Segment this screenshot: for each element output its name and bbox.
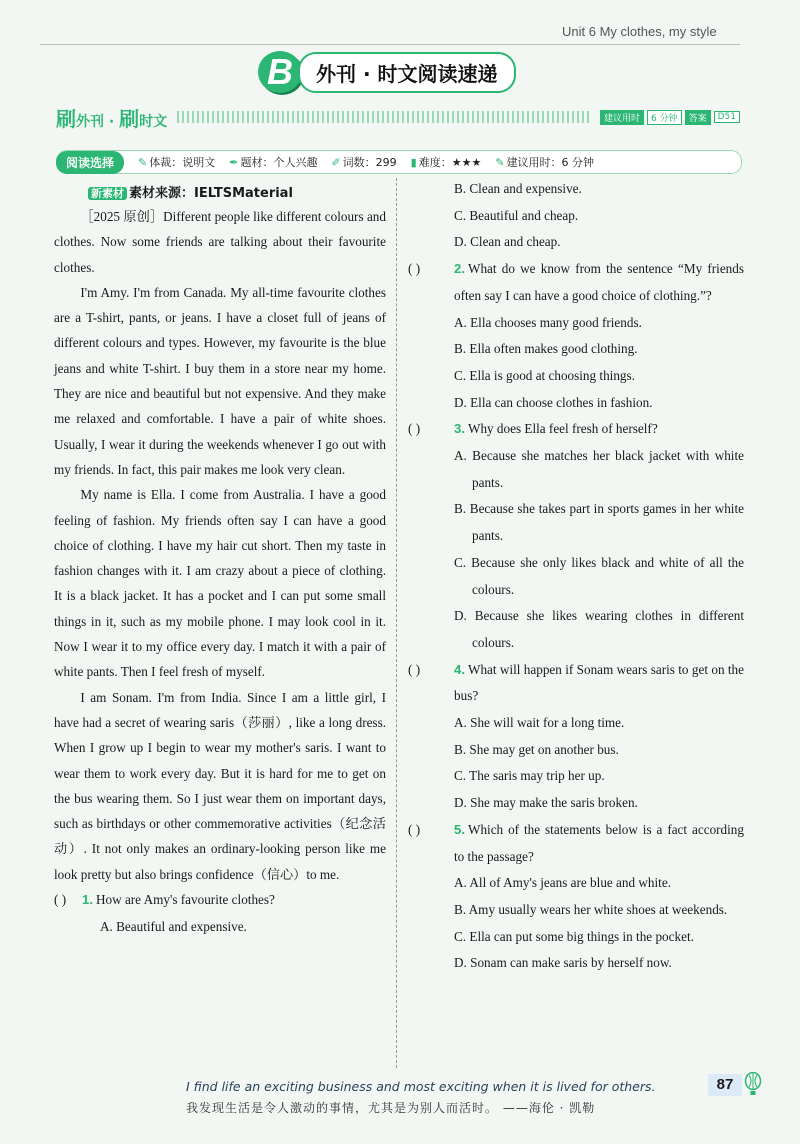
brand-char-1: 刷 bbox=[56, 106, 76, 131]
passage-paragraph: My name is Ella. I come from Australia. I have a good feeling of fashion. My friends often say I can have a good choice of clothing. I have my hair cut short. Then my taste in fashion changes with it. I am crazy about a piece of clothing. It is a black jacket. It has a pocket and I can put some small things in it, such as my mobile phone. I may look cool in it. Now I wear it to my office every day. I match it with a pair of white pants. Then I feel fresh of myself. bbox=[54, 487, 386, 680]
question-4 bbox=[408, 657, 744, 817]
footer-quote-cn: 我发现生活是令人激动的事情，尤其是为别人而活时。 ——海伦 · 凯勒 bbox=[186, 1101, 596, 1115]
info-genre bbox=[138, 154, 215, 170]
option-b: B. Amy usually wears her white shoes at weekends. bbox=[454, 901, 728, 917]
answer-blank[interactable]: ( ) bbox=[408, 821, 421, 837]
info-topic-text: 题材：个人兴趣 bbox=[240, 156, 318, 169]
page-number: 87 bbox=[708, 1074, 742, 1096]
new-material-tag: 新素材 bbox=[88, 187, 127, 200]
clock-icon: ✎ bbox=[495, 156, 505, 169]
source-line bbox=[54, 182, 386, 204]
option-a: A. She will wait for a long time. bbox=[454, 715, 625, 731]
option-a: A. All of Amy's jeans are blue and white. bbox=[454, 875, 671, 891]
option-d: D. Sonam can make saris by herself now. bbox=[454, 955, 672, 971]
question-1 bbox=[54, 887, 386, 940]
option-c: C. Beautiful and cheap. bbox=[454, 207, 579, 223]
question-text bbox=[454, 256, 744, 309]
question-stem-text: Why does Ella feel fresh of herself? bbox=[468, 421, 658, 437]
question-stem bbox=[408, 416, 744, 443]
info-difficulty bbox=[411, 154, 482, 170]
option-a: A. Ella chooses many good friends. bbox=[454, 314, 642, 330]
option-b: B. Clean and expensive. bbox=[454, 181, 582, 196]
passage-paragraph: ［2025 原创］Different people like different colours and clothes. Now some friends are talking about their favourite clothes. bbox=[54, 209, 386, 275]
answer-blank[interactable]: ( ) bbox=[408, 261, 421, 277]
answer-label: 答案 bbox=[685, 110, 711, 125]
option-c: C. The saris may trip her up. bbox=[454, 768, 605, 784]
counter-icon: ✐ bbox=[331, 156, 341, 169]
option-b: B. Ella often makes good clothing. bbox=[454, 341, 638, 357]
info-words bbox=[331, 154, 396, 170]
option-d: D. Clean and cheap. bbox=[454, 234, 561, 250]
option-d: D. She may make the saris broken. bbox=[454, 795, 638, 811]
brand-char-2: 刷 bbox=[119, 106, 140, 131]
question-stem bbox=[408, 817, 744, 870]
section-badge-icon: B bbox=[258, 51, 302, 93]
pencil-icon: ✎ bbox=[138, 156, 148, 169]
question-number: 2. bbox=[454, 261, 465, 277]
info-topic bbox=[229, 154, 317, 170]
passage-column bbox=[54, 182, 386, 940]
balloon-icon bbox=[744, 1072, 762, 1096]
answer-blank[interactable]: ( ) bbox=[408, 661, 421, 677]
question-5 bbox=[408, 817, 744, 977]
question-text bbox=[454, 416, 744, 443]
question-stem bbox=[408, 256, 744, 309]
brand-logo bbox=[56, 103, 167, 132]
option-b: B. She may get on another bus. bbox=[454, 741, 619, 757]
option-c: C. Because she only likes black and white of all the colours. bbox=[454, 554, 744, 597]
column-divider bbox=[396, 178, 397, 1068]
brand-small-2: 时文 bbox=[139, 113, 168, 130]
question-number: 5. bbox=[454, 821, 465, 837]
question-number: 1. bbox=[82, 892, 93, 908]
header-divider bbox=[40, 44, 740, 45]
option-d: D. Because she likes wearing clothes in different colours. bbox=[454, 608, 744, 650]
info-difficulty-text: 难度：★★★ bbox=[418, 156, 482, 169]
chart-icon: ▮ bbox=[410, 156, 417, 169]
info-label: 阅读选择 bbox=[56, 151, 124, 174]
time-value: 6 分钟 bbox=[647, 110, 682, 125]
answer-blank[interactable]: ( ) bbox=[54, 892, 67, 908]
option-d: D. Ella can choose clothes in fashion. bbox=[454, 394, 653, 410]
question-text bbox=[82, 887, 386, 914]
brand-small-1: 外刊 · bbox=[76, 113, 120, 130]
pen-icon: ✒ bbox=[229, 156, 239, 169]
question-number: 3. bbox=[454, 421, 465, 437]
info-words-text: 词数：299 bbox=[342, 156, 397, 169]
info-time bbox=[495, 154, 594, 170]
questions-column bbox=[408, 176, 744, 977]
option-c: C. Ella can put some big things in the pocket. bbox=[454, 928, 694, 944]
section-title bbox=[258, 52, 516, 92]
question-number: 4. bbox=[454, 661, 465, 677]
info-time-text: 建议用时：6 分钟 bbox=[506, 156, 595, 169]
option-a: A. Because she matches her black jacket with white pants. bbox=[454, 448, 744, 490]
brand-row bbox=[56, 104, 740, 130]
question-stem-text: How are Amy's favourite clothes? bbox=[96, 892, 275, 908]
unit-header: Unit 6 My clothes, my style bbox=[562, 24, 717, 39]
time-tag bbox=[600, 110, 740, 125]
question-text bbox=[454, 817, 744, 870]
question-1-continued bbox=[408, 176, 744, 256]
info-bar bbox=[56, 150, 742, 174]
question-3 bbox=[408, 416, 744, 656]
source-text: 素材来源：IELTSMaterial bbox=[129, 186, 293, 201]
time-label: 建议用时 bbox=[600, 110, 644, 125]
option-a: A. Beautiful and expensive. bbox=[100, 918, 247, 934]
option-c: C. Ella is good at choosing things. bbox=[454, 367, 635, 383]
question-2 bbox=[408, 256, 744, 416]
passage-paragraph: I'm Amy. I'm from Canada. My all-time favourite clothes are a T-shirt, pants, or jeans. I have a closet full of jeans of different colours and types. However, my favourite is the blue jeans and white T-shirt. I buy them in a store near my home. They are nice and beautiful but not expensive. And they make me relaxed and comfortable. I have a pair of white shoes. Usually, I wear it during the weekends whenever I go out with my friends. In fact, this pair makes me look very clean. bbox=[54, 284, 386, 477]
question-stem-text: What do we know from the sentence “My friends often say I can have a good choice of clothing.”? bbox=[454, 261, 744, 303]
info-genre-text: 体裁：说明文 bbox=[149, 156, 216, 169]
answer-blank[interactable]: ( ) bbox=[408, 421, 421, 437]
question-stem-text: What will happen if Sonam wears saris to get on the bus? bbox=[454, 661, 744, 704]
option-b: B. Because she takes part in sports games in her white pants. bbox=[454, 501, 744, 544]
question-stem-text: Which of the statements below is a fact according to the passage? bbox=[454, 821, 744, 864]
footer-quote-en: I find life an exciting business and most exciting when it is lived for others. bbox=[186, 1079, 656, 1094]
question-stem bbox=[54, 887, 386, 914]
passage-paragraph: I am Sonam. I'm from India. Since I am a little girl, I have had a secret of wearing saris（莎丽）, like a long dress. When I grow up I begin to wear my mother's saris. I want to wear them to work every day. But it is hard for me to get on the bus wearing them. So I just wear them on important days, such as birthdays or other commemorative activities（纪念活动）. It not only makes an ordinary-looking person like me look pretty but also brings confidence（信心）to me. bbox=[54, 689, 386, 882]
question-text bbox=[454, 657, 744, 710]
brand-stripes bbox=[177, 111, 590, 123]
section-title-text: 外刊 · 时文阅读速递 bbox=[298, 52, 516, 93]
answer-page: D51 bbox=[714, 111, 740, 123]
question-stem bbox=[408, 657, 744, 710]
